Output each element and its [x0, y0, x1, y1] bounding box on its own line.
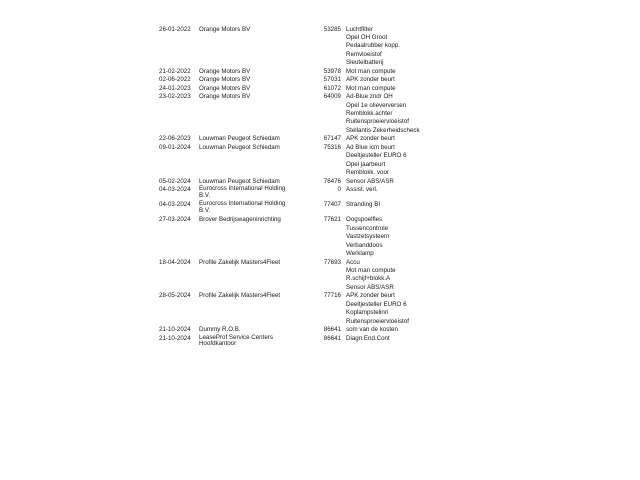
record-item: Opel jaarbeurt: [346, 160, 386, 168]
record-date: 26-01-2022: [159, 25, 191, 33]
record-item: Werklamp: [346, 250, 374, 258]
record-date: 27-03-2024: [159, 216, 191, 224]
record-mileage: 67147: [323, 135, 341, 143]
record-date: 05-02-2024: [159, 177, 191, 185]
record-company: Orange Motors BV: [199, 25, 251, 33]
record-date: 09-01-2024: [159, 143, 191, 151]
record-item: Verbanddoos: [346, 241, 383, 249]
record-item: Mot man compute: [346, 67, 396, 75]
record-company: Hoofdkantoor: [199, 340, 237, 348]
record-mileage: 77407: [323, 201, 341, 209]
record-item: Opel OH Groot: [346, 33, 388, 41]
record-date: 02-06-2022: [159, 76, 191, 84]
record-item: Assist. verl.: [346, 186, 378, 194]
record-item: Mot man compute: [346, 84, 396, 92]
record-date: 21-02-2022: [159, 67, 191, 75]
record-item: Sleutelbatterij: [346, 59, 384, 67]
record-company: Orange Motors BV: [199, 84, 251, 92]
record-company: LeaseProf Service Centers: [199, 333, 273, 341]
record-company: Eurocross International Holding: [199, 185, 286, 193]
record-item: Sensor ABS/ASR: [346, 283, 394, 291]
record-mileage: 53285: [323, 25, 341, 33]
record-company: Profile Zakelijk Masters4Fleet: [199, 258, 281, 266]
record-item: Sensor ABS/ASR: [346, 177, 394, 185]
record-item: Opel 1e olieverversen: [346, 101, 407, 109]
record-mileage: 86641: [323, 326, 341, 334]
record-date: 04-03-2024: [159, 201, 191, 209]
record-item: som van de kosten: [346, 326, 398, 334]
record-item: APK zonder beurt: [346, 76, 395, 84]
record-item: APK zonder beurt: [346, 292, 395, 300]
record-date: 23-02-2023: [159, 93, 191, 101]
record-company: Dummy R.O.B.: [199, 326, 241, 334]
record-date: 28-05-2024: [159, 292, 191, 300]
record-item: Remblokk.achter: [346, 110, 393, 117]
record-item: Mot man compute: [346, 266, 396, 274]
record-company: Louwman Peugeot Schiedam: [199, 143, 280, 151]
record-item: R.schijf+blokk.A: [346, 275, 391, 283]
record-item: Diagn.End.Cont: [346, 334, 390, 342]
record-item: Ruitensproeiervloeistof: [346, 317, 409, 325]
record-item: Stranding BI: [346, 201, 381, 209]
record-date: 24-01-2023: [159, 84, 191, 92]
record-item: APK zonder beurt: [346, 135, 395, 143]
record-company: B.V.: [199, 206, 211, 214]
record-item: Tussencontrole: [346, 224, 389, 232]
record-item: Remblokk. voor: [346, 169, 389, 177]
record-company: Profile Zakelijk Masters4Fleet: [199, 292, 281, 300]
record-mileage: 77693: [323, 258, 341, 266]
record-item: Ad-Blue zndr OH: [346, 93, 393, 101]
record-mileage: 77716: [323, 292, 341, 300]
record-date: 21-10-2024: [159, 334, 191, 342]
record-company: Brover Bedrijswageninrichting: [199, 216, 281, 224]
record-mileage: 86641: [323, 334, 341, 342]
record-company: B.V.: [199, 191, 211, 199]
record-mileage: 75316: [323, 143, 341, 151]
record-item: Remvloeistof: [346, 50, 382, 58]
record-date: 04-03-2024: [159, 186, 191, 194]
record-mileage: 64009: [323, 93, 341, 101]
record-company: Orange Motors BV: [199, 93, 251, 101]
record-item: Luchtfilter: [346, 25, 373, 33]
record-item: Deeltjesteller EURO 6: [346, 300, 407, 308]
record-mileage: 57031: [323, 76, 341, 84]
record-item: Stellantis Zekerheidscheck: [346, 126, 420, 134]
record-mileage: 0: [337, 186, 341, 194]
record-item: Oogspoelfles: [346, 216, 383, 224]
record-mileage: 77621: [323, 216, 341, 224]
record-item: Ad Blue icm beurt: [346, 143, 395, 151]
record-date: 22-06-2023: [159, 135, 191, 143]
record-mileage: 53978: [323, 67, 341, 75]
record-mileage: 76476: [323, 177, 341, 185]
record-item: Accu: [346, 258, 360, 266]
record-company: Orange Motors BV: [199, 76, 251, 84]
record-date: 21-10-2024: [159, 326, 191, 334]
record-item: Vastzetsysteem: [346, 233, 390, 241]
record-company: Orange Motors BV: [199, 67, 251, 75]
record-mileage: 61072: [323, 84, 341, 92]
record-company: Eurocross International Holding: [199, 200, 286, 208]
record-company: Louwman Peugeot Schiedam: [199, 177, 280, 185]
record-company: Louwman Peugeot Schiedam: [199, 135, 280, 143]
record-item: Koplampstelinri: [346, 309, 389, 317]
record-item: Deeltjesteller EURO 6: [346, 152, 407, 160]
record-item: Ruitensproeiervloeistof: [346, 118, 409, 126]
record-date: 18-04-2024: [159, 258, 191, 266]
record-item: Pedaalrubber kopp.: [346, 42, 401, 50]
